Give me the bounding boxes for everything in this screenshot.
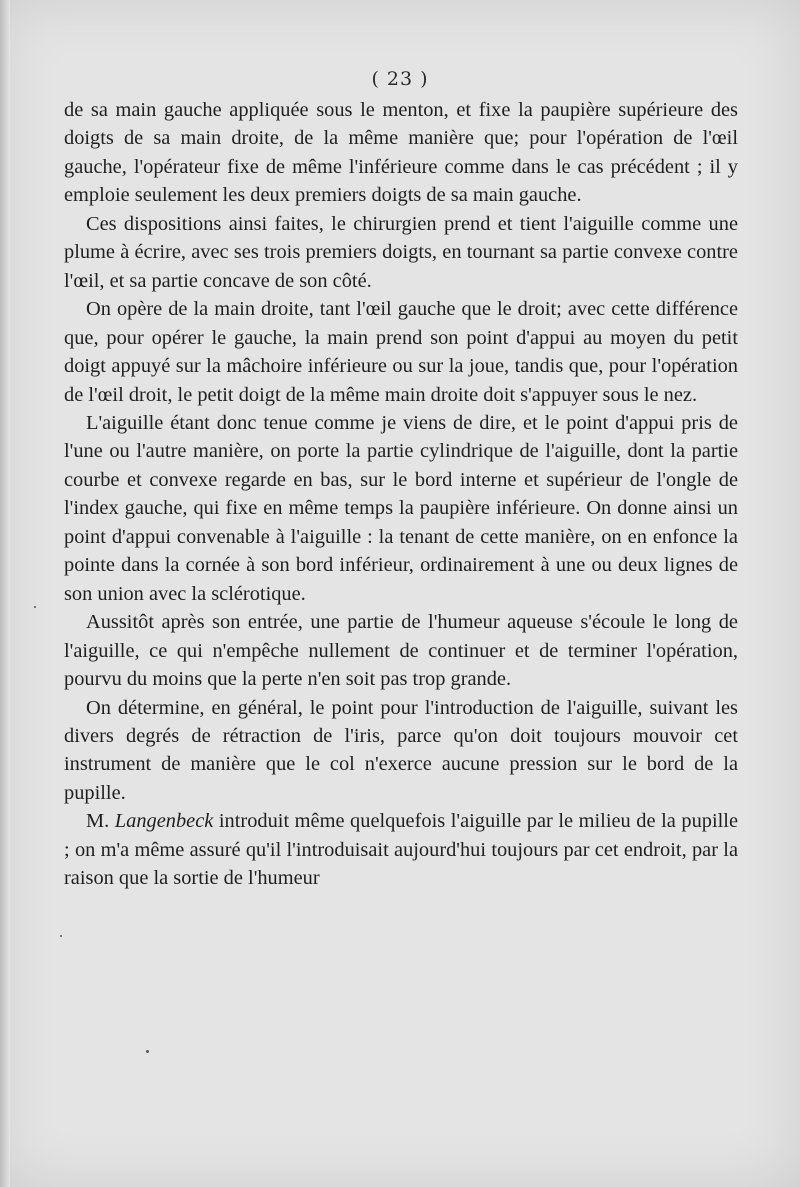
paragraph-3: On opère de la main droite, tant l'œil gauche que le droit; avec cette différence que, pour opérer le gauche, la main prend son point d'appui au moyen du petit doigt appuyé sur la mâchoire inférieure ou sur la joue, tandis que, pour l'opération de l'œil droit, le petit doigt de la même main droite doit s'appuyer sous le nez. — [64, 298, 738, 406]
body-text — [64, 96, 738, 893]
paragraph-5: Aussitôt après son entrée, une partie de l'humeur aqueuse s'écoule le long de l'aiguille, ce qui n'empêche nullement de continuer et de terminer l'opération, pourvu du moins que la perte n'en soit pas trop grande. — [64, 611, 738, 691]
ink-speck — [60, 935, 62, 937]
author-name: Langenbeck — [114, 810, 214, 833]
page-number: ( 23 ) — [371, 68, 429, 90]
paragraph-7 — [64, 807, 738, 892]
paragraph-4: L'aiguille étant donc tenue comme je viens de dire, et le point d'appui pris de l'une ou l'autre manière, on porte la partie cylindrique de l'aiguille, dont la partie courbe et convexe regarde en bas, sur le bord interne et supérieur de l'ongle de l'index gauche, qui fixe en même temps la paupière inférieure. On donne ainsi un point d'appui convenable à l'aiguille : la tenant de cette manière, on en enfonce la pointe dans la cornée à son bord inférieur, ordinairement à une ou deux lignes de son union avec la sclérotique. — [64, 411, 738, 605]
paragraph-1: de sa main gauche appliquée sous le menton, et fixe la paupière supérieure des doigts de sa main droite, de la même manière que; pour l'opération de l'œil gauche, l'opérateur fixe de même l'inférieure comme dans le cas précédent ; il y emploie seulement les deux premiers doigts de sa main gauche. — [64, 99, 738, 207]
ink-speck — [34, 606, 36, 608]
paragraph-6: On détermine, en général, le point pour l'introduction de l'aiguille, suivant les divers degrés de rétraction de l'iris, parce qu'on doit toujours mouvoir cet instrument de manière que le col n'exerce aucune pression sur le bord de la pupille. — [64, 696, 738, 804]
paragraph-7-text: introduit même quelquefois l'aiguille par le milieu de la pupille ; on m'a même assuré qu'il l'introduisait aujourd'hui toujours par cet endroit, par la raison que la sortie de l'humeur — [64, 810, 739, 890]
paragraph-7-prefix: M. — [86, 810, 115, 833]
paragraph-2: Ces dispositions ainsi faites, le chirurgien prend et tient l'aiguille comme une plume à écrire, avec ses trois premiers doigts, en tournant sa partie convexe contre l'œil, et sa partie concave de son côté. — [64, 212, 738, 292]
ink-speck — [146, 1050, 149, 1053]
page-edge-shadow — [0, 0, 10, 1187]
